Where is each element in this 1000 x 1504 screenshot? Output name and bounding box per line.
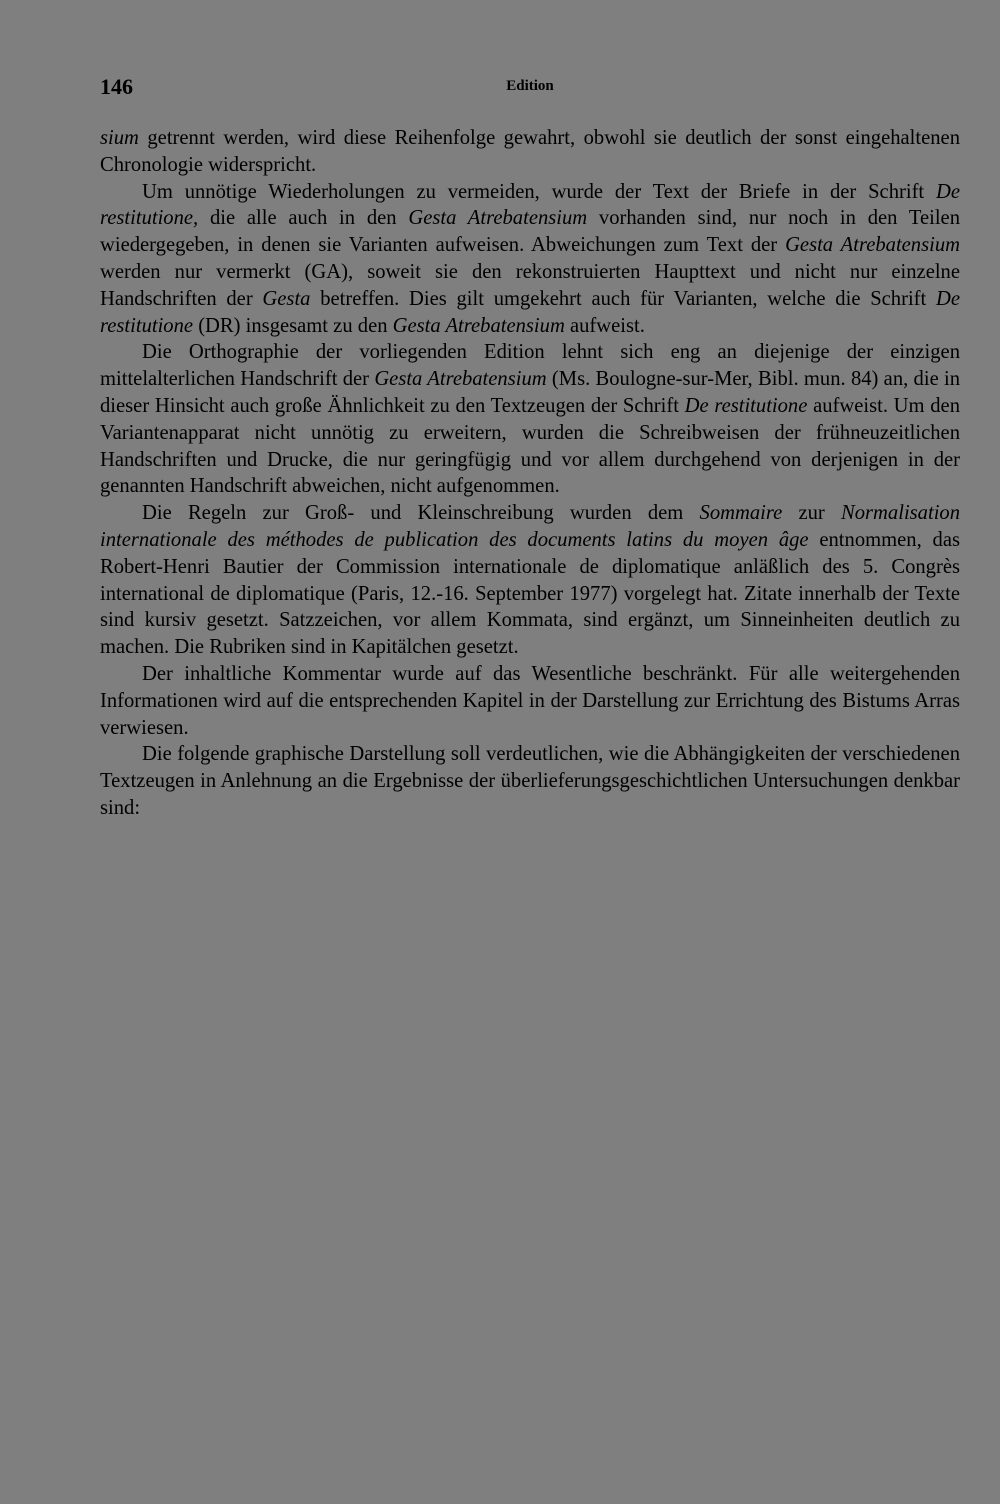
text-segment: Die Regeln zur Groß- und Kleinschreibung wurden dem <box>142 502 700 525</box>
text-segment: Der inhaltliche Kommentar wurde auf das Wesentliche beschränkt. Für alle weitergehenden Informationen wird auf die entsprechenden Kapitel in der Darstellung zur Errichtung des Bistums Arras verwiesen. <box>100 662 960 739</box>
text-segment: Um unnötige Wiederholungen zu vermeiden, wurde der Text der Briefe in der Schrift <box>142 180 936 203</box>
paragraph <box>100 661 960 741</box>
text-segment: Die folgende graphische Darstellung soll verdeutlichen, wie die Abhängigkeiten der verschiedenen Textzeugen in Anlehnung an die Ergebnisse der überlieferungsgeschichtlichen Untersuchungen denkbar sind: <box>100 743 960 819</box>
italic-text: Gesta Atrebatensium <box>408 207 588 230</box>
text-segment: vorhanden sind, nur noch in den Teilen wiedergegeben, in denen sie Varianten aufweisen. Abweichungen zum Text der <box>100 207 960 257</box>
running-title: Edition <box>506 78 554 94</box>
text-segment: aufweist. <box>564 314 645 337</box>
text-segment: die alle auch in den <box>198 207 409 230</box>
italic-text: Gesta Atrebatensium <box>392 314 565 337</box>
text-segment: Die Orthographie der vorliegenden Edition lehnt sich eng an diejenige der einzigen mittelalterlichen Handschrift der <box>100 341 960 391</box>
text-segment: (Ms. Boulogne-sur-Mer, Bibl. mun. 84) an, die in dieser Hinsicht auch große Ähnlichkeit zu den Textzeugen der Schrift <box>100 368 961 417</box>
italic-text: De restitutione <box>684 394 808 417</box>
text-segment: betreffen. Dies gilt umgekehrt auch für Varianten, welche die Schrift <box>310 287 936 310</box>
body-text <box>100 125 960 822</box>
italic-text: Sommaire <box>699 502 783 525</box>
text-segment: entnommen, das Robert-Henri Bautier der Commission internationale de diplomatique anläßlich des 5. Congrès international de diplomatique (Paris, 12.-16. September 1977) vorgelegt hat. Zitate innerhalb der Texte sind kursiv gesetzt. Satzzeichen, vor allem Kommata, sind ergänzt, um Sinneinheiten deutlich zu machen. Die Rubriken sind in Kapitälchen gesetzt. <box>100 528 960 659</box>
paragraph <box>100 500 960 661</box>
page-header <box>100 74 960 104</box>
text-segment: (DR) insgesamt zu den <box>193 314 393 337</box>
italic-text: sium <box>100 127 139 149</box>
italic-text: Gesta Atrebatensium <box>374 368 547 391</box>
italic-text: Gesta <box>262 287 311 310</box>
italic-text: De restitutione <box>100 287 960 337</box>
italic-text: Gesta Atrebatensium <box>785 234 961 257</box>
text-segment: werden nur vermerkt (GA), soweit sie den rekonstruierten Haupttext und nicht nur einzelne Handschriften der <box>100 260 960 310</box>
italic-text: De restitutione, <box>100 180 960 230</box>
paragraph <box>100 125 960 179</box>
paragraph <box>100 179 960 340</box>
italic-text: Normalisation internationale des méthodes de publication des documents latins du moyen âge <box>100 502 961 551</box>
page-number: 146 <box>100 74 133 99</box>
paragraph <box>100 741 960 821</box>
text-segment: getrennt werden, wird diese Reihenfolge gewahrt, obwohl sie deutlich der sonst eingehaltenen Chronologie widerspricht. <box>100 127 960 176</box>
text-segment: zur <box>782 502 841 525</box>
text-segment: aufweist. Um den Variantenapparat nicht unnötig zu erweitern, wurden die Schreibweisen der frühneuzeitlichen Handschriften und Drucke, die nur geringfügig und vor allem durchgehend von derjenigen in der genannten Handschrift abweichen, nicht aufgenommen. <box>100 394 960 498</box>
paragraph <box>100 339 960 500</box>
